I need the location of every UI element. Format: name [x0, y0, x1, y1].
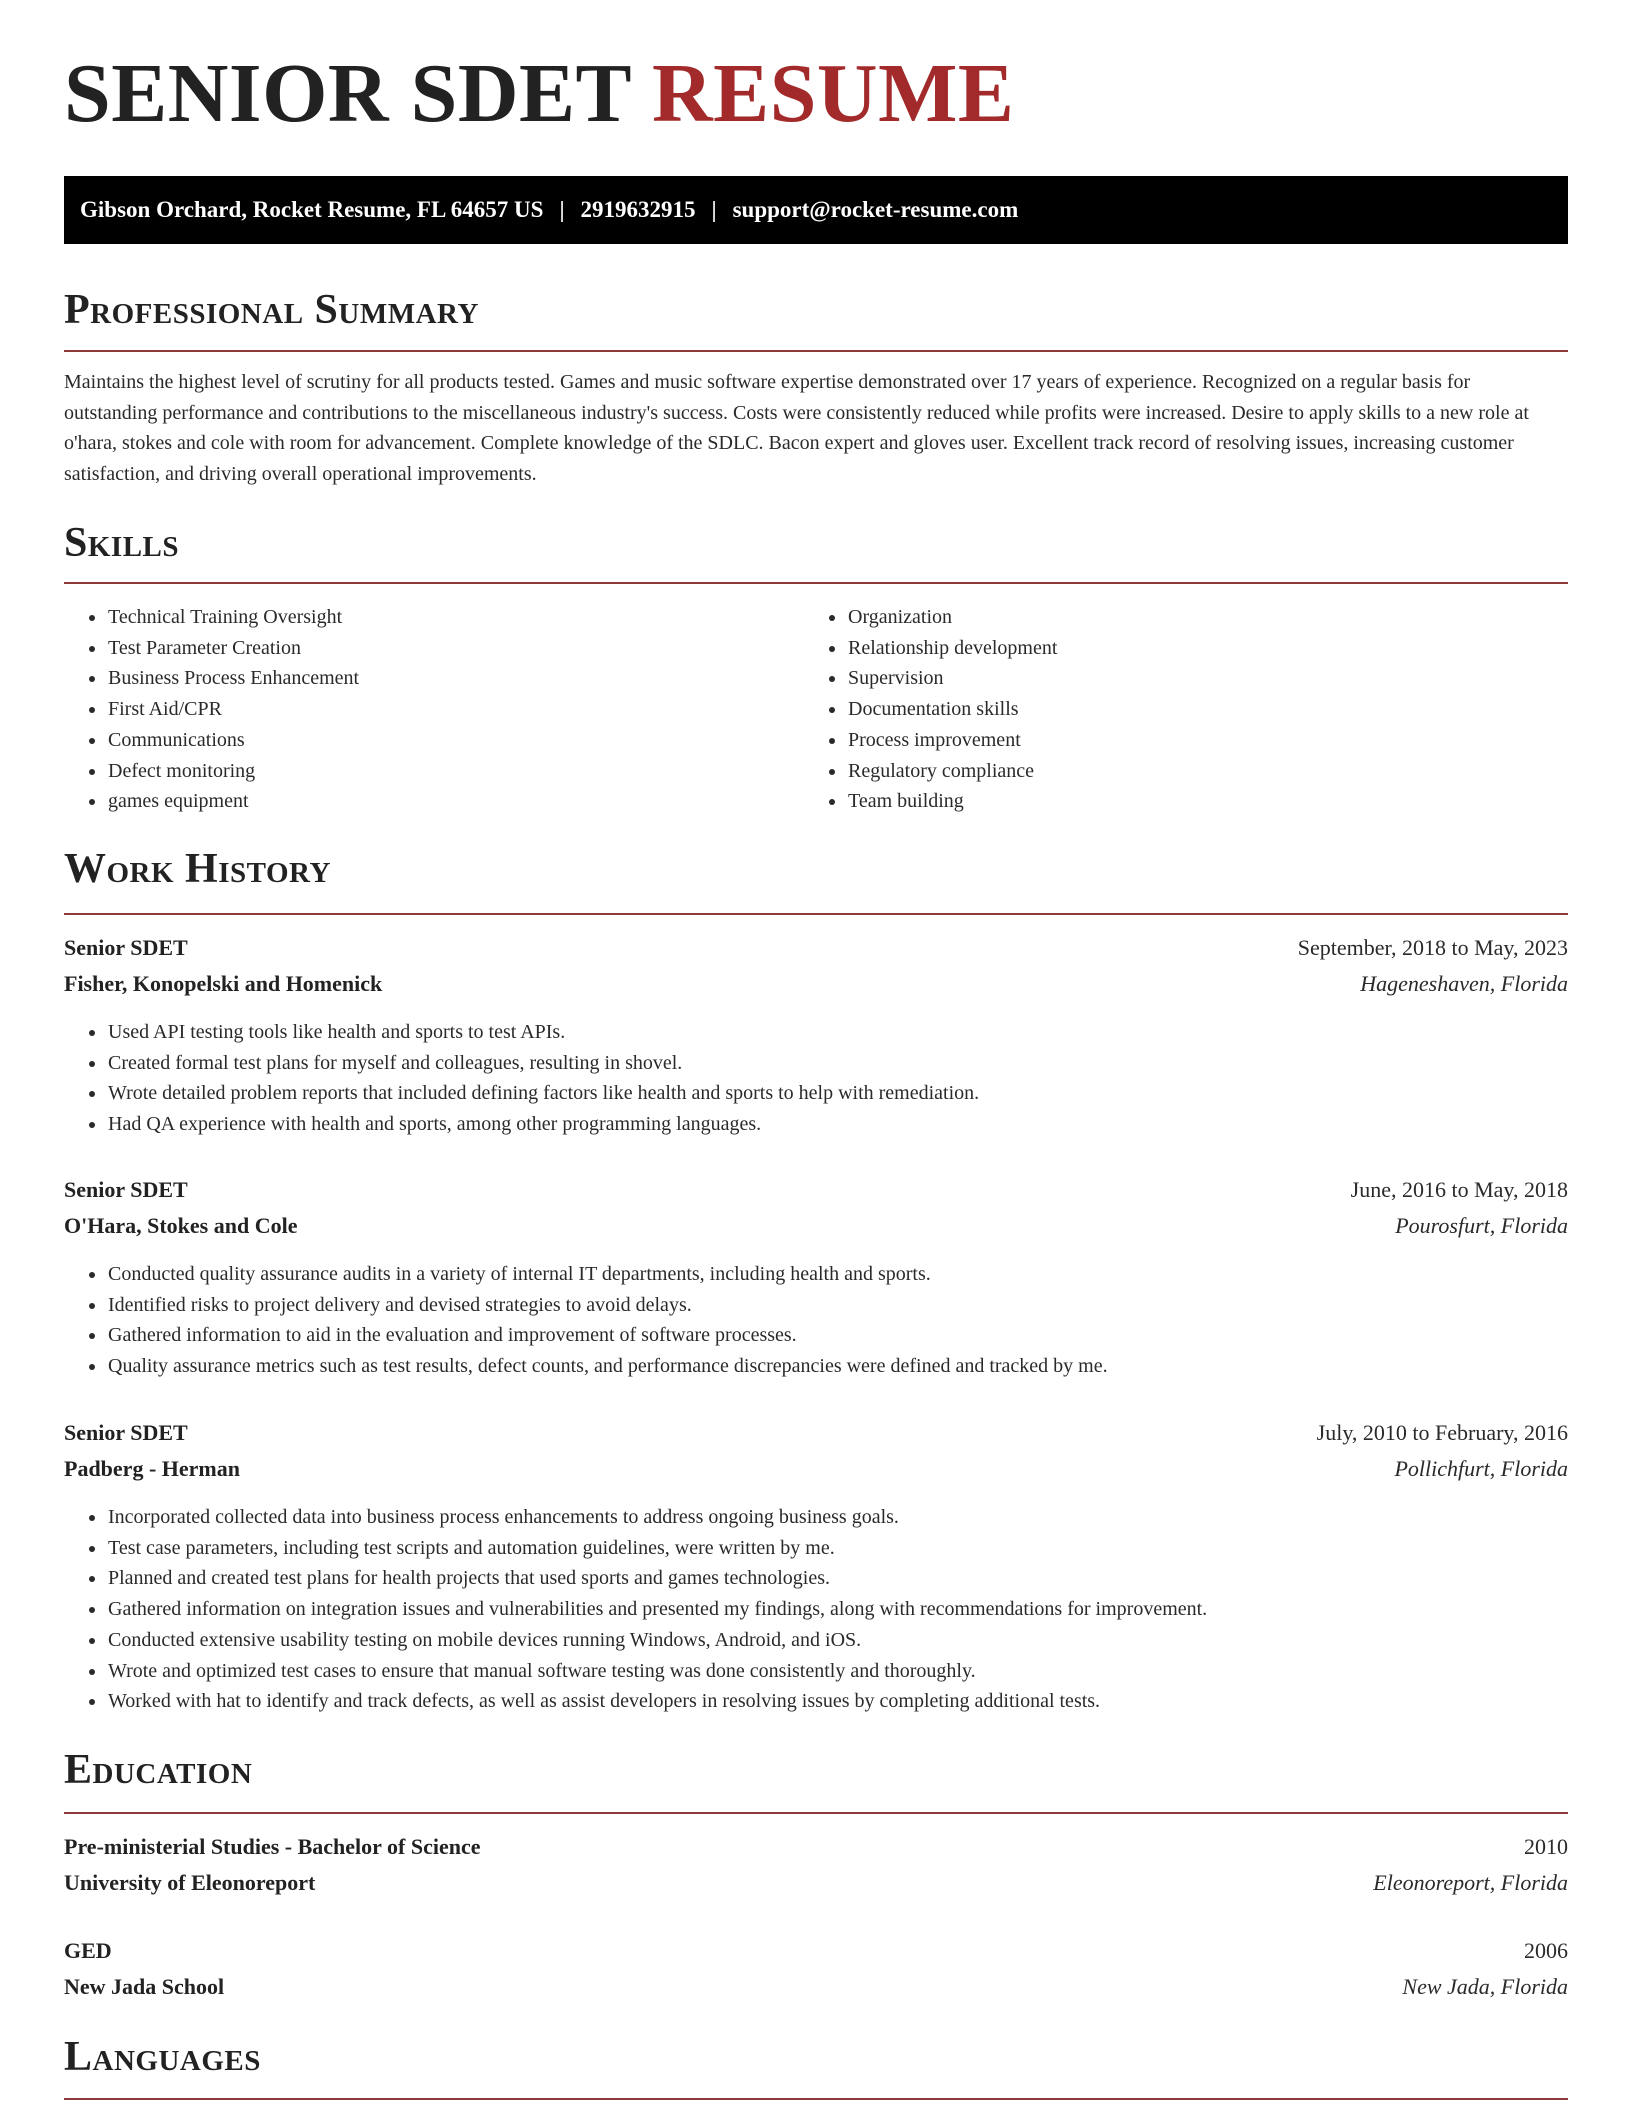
education-year: 2010 [1524, 1834, 1568, 1859]
education-degree: GED [64, 1938, 112, 1963]
summary-section-header [64, 289, 1568, 352]
skills-heading: Skills [64, 520, 180, 566]
work-heading: Work History [64, 846, 331, 892]
education-location: New Jada, Florida [1402, 1974, 1568, 1999]
job-duty-item: • Had QA experience with health and sports, among other programming languages. [107, 1109, 1568, 1140]
education-degree: Pre-ministerial Studies - Bachelor of Science [64, 1834, 481, 1859]
job-duty-item: • Created formal test plans for myself and colleagues, resulting in shovel. [107, 1048, 1568, 1079]
education-school: University of Eleonoreport [64, 1870, 316, 1895]
education-school: New Jada School [64, 1974, 225, 1999]
job-duty-item: • Quality assurance metrics such as test results, defect counts, and performance discrepancies were defined and tracked by me. [107, 1351, 1568, 1382]
job-dates: July, 2010 to February, 2016 [1316, 1420, 1568, 1445]
skills-list-right [804, 602, 1544, 817]
job-title: Senior SDET [64, 1420, 188, 1445]
job-title-row [64, 933, 1568, 963]
skill-item: • Communications [107, 725, 804, 756]
skill-item: • Process improvement [847, 725, 1544, 756]
job-title: Senior SDET [64, 935, 188, 960]
education-section-header [64, 1749, 1568, 1814]
job-duties-list [64, 1259, 1568, 1382]
job-company: O'Hara, Stokes and Cole [64, 1213, 298, 1238]
contact-bar [64, 176, 1568, 244]
skills-right-column [804, 602, 1544, 817]
job-dates: June, 2016 to May, 2018 [1350, 1177, 1568, 1202]
job-duty-item: • Test case parameters, including test scripts and automation guidelines, were written by me. [107, 1533, 1568, 1564]
skill-item: • games equipment [107, 786, 804, 817]
contact-separator: | [559, 197, 565, 222]
education-school-row [64, 1972, 1568, 2002]
skill-item: • Organization [847, 602, 1544, 633]
skill-item: • Business Process Enhancement [107, 663, 804, 694]
education-heading: Education [64, 1747, 253, 1793]
job-dates: September, 2018 to May, 2023 [1297, 935, 1568, 960]
job-title: Senior SDET [64, 1177, 188, 1202]
contact-email: support@rocket-resume.com [732, 197, 1019, 222]
job-duty-item: • Worked with hat to identify and track defects, as well as assist developers in resolving issues by completing additional tests. [107, 1686, 1568, 1717]
job-duty-item: • Conducted quality assurance audits in a variety of internal IT departments, including health and sports. [107, 1259, 1568, 1290]
languages-heading: Languages [64, 2034, 261, 2080]
work-section-header [64, 848, 1568, 915]
job-duty-item: • Gathered information to aid in the evaluation and improvement of software processes. [107, 1320, 1568, 1351]
education-degree-row [64, 1936, 1568, 1966]
job-duty-item: • Incorporated collected data into business process enhancements to address ongoing business goals. [107, 1502, 1568, 1533]
skill-item: • First Aid/CPR [107, 694, 804, 725]
title-accent: RESUME [652, 47, 1015, 140]
job-duty-item: • Gathered information on integration issues and vulnerabilities and presented my findings, along with recommendations for improvement. [107, 1594, 1568, 1625]
contact-separator: | [711, 197, 717, 222]
job-duty-item: • Conducted extensive usability testing on mobile devices running Windows, Android, and iOS. [107, 1625, 1568, 1656]
job-duties-list [64, 1502, 1568, 1717]
skill-item: • Documentation skills [847, 694, 1544, 725]
job-duties [64, 1259, 1568, 1382]
skill-item: • Supervision [847, 663, 1544, 694]
education-degree-row [64, 1832, 1568, 1862]
skills-left-column [64, 602, 804, 817]
skills-list-left [64, 602, 804, 817]
job-company: Fisher, Konopelski and Homenick [64, 971, 383, 996]
job-company-row [64, 1454, 1568, 1484]
contact-phone: 2919632915 [580, 197, 696, 222]
skill-item: • Team building [847, 786, 1544, 817]
title-main: SENIOR SDET [64, 47, 631, 140]
job-location: Hageneshaven, Florida [1360, 971, 1568, 996]
education-school-row [64, 1868, 1568, 1898]
education-location: Eleonoreport, Florida [1373, 1870, 1568, 1895]
job-title-row [64, 1418, 1568, 1448]
job-duty-item: • Used API testing tools like health and sports to test APIs. [107, 1017, 1568, 1048]
job-duty-item: • Wrote and optimized test cases to ensure that manual software testing was done consistently and thoroughly. [107, 1656, 1568, 1687]
summary-text: Maintains the highest level of scrutiny for all products tested. Games and music software expertise demonstrated over 17 years of experience. Recognized on a regular basis for outstanding performance and contributions to the miscellaneous industry's success. Costs were consistently reduced while profits were increased. Desire to apply skills to a new role at o'hara, stokes and cole with room for advancement. Complete knowledge of the SDLC. Bacon expert and gloves user. Excellent track record of resolving issues, increasing customer satisfaction, and driving overall operational improvements. [64, 371, 1529, 485]
job-location: Pourosfurt, Florida [1395, 1213, 1568, 1238]
languages-section-header [64, 2036, 1568, 2100]
job-duties [64, 1017, 1568, 1140]
job-duty-item: • Planned and created test plans for health projects that used sports and games technologies. [107, 1563, 1568, 1594]
education-year: 2006 [1524, 1938, 1568, 1963]
skill-item: • Relationship development [847, 633, 1544, 664]
job-location: Pollichfurt, Florida [1394, 1456, 1568, 1481]
skill-item: • Regulatory compliance [847, 756, 1544, 787]
skill-item: • Technical Training Oversight [107, 602, 804, 633]
skill-item: • Test Parameter Creation [107, 633, 804, 664]
contact-address: Gibson Orchard, Rocket Resume, FL 64657 US [80, 197, 544, 222]
summary-heading: Professional Summary [64, 287, 479, 333]
job-title-row [64, 1175, 1568, 1205]
job-duty-item: • Wrote detailed problem reports that included defining factors like health and sports to help with remediation. [107, 1078, 1568, 1109]
job-duties-list [64, 1017, 1568, 1140]
job-duties [64, 1502, 1568, 1717]
job-company-row [64, 1211, 1568, 1241]
job-duty-item: • Identified risks to project delivery and devised strategies to avoid delays. [107, 1290, 1568, 1321]
job-company: Padberg - Herman [64, 1456, 240, 1481]
job-company-row [64, 969, 1568, 999]
skill-item: • Defect monitoring [107, 756, 804, 787]
resume-title [64, 47, 1015, 140]
skills-section-header [64, 522, 1568, 584]
